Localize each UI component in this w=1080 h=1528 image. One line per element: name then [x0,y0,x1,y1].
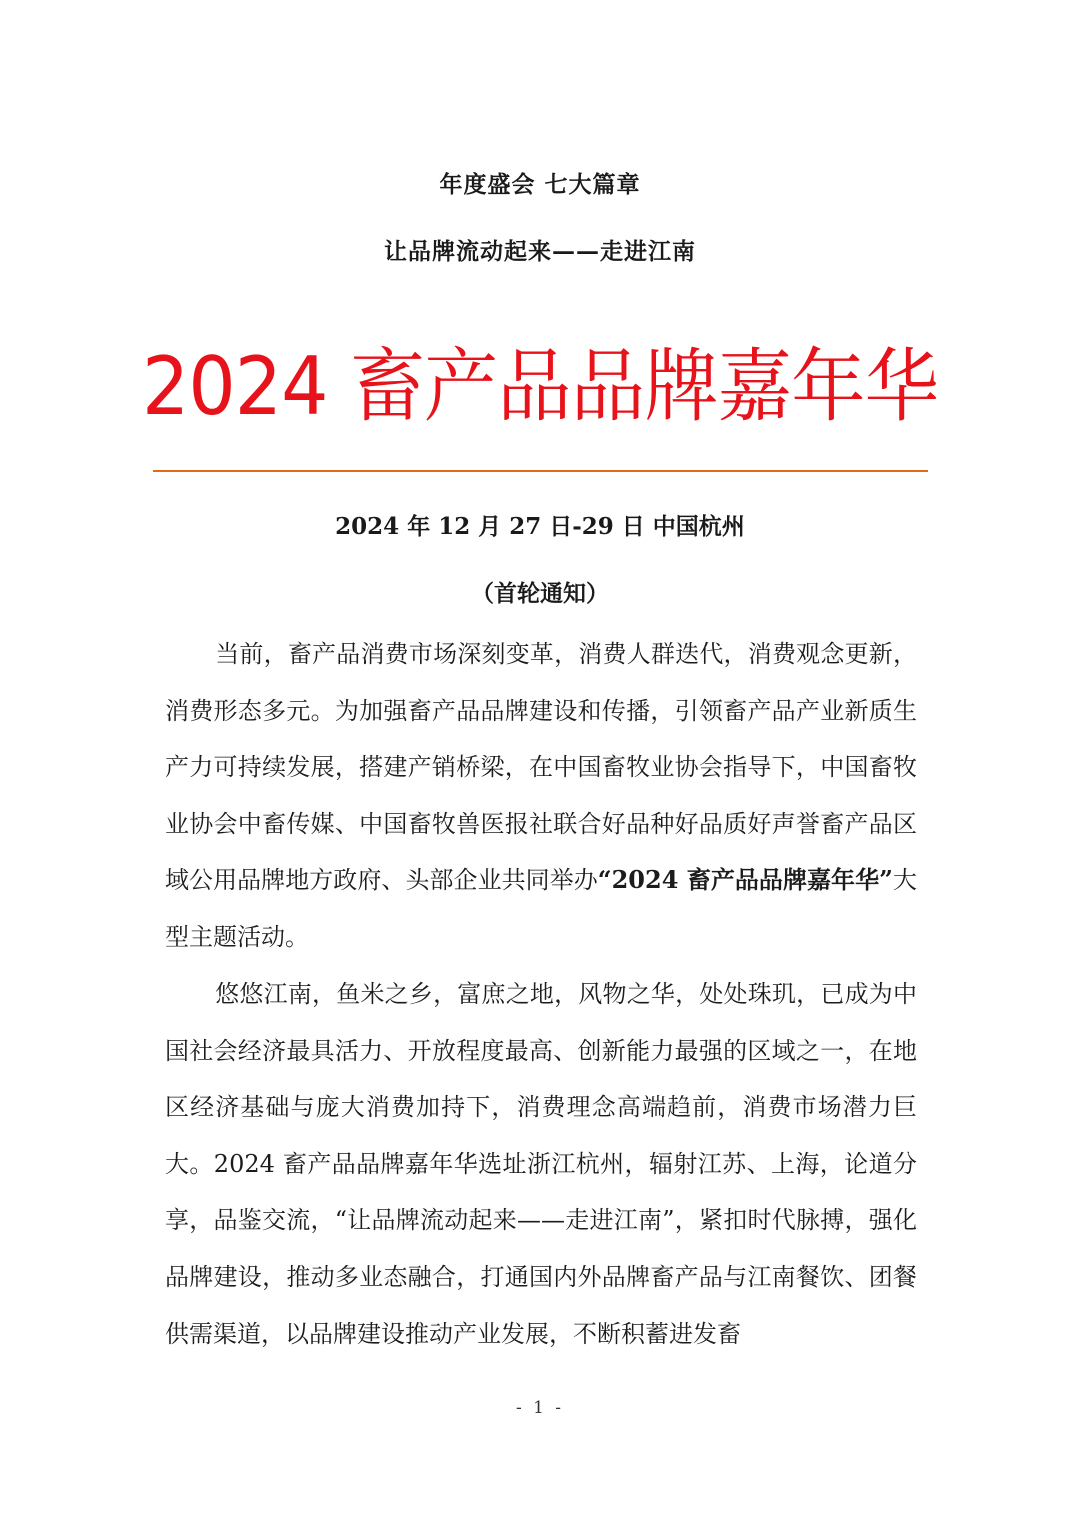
paragraph-1-text-after: 大型主题活动。 [165,866,918,951]
paragraph-2-text: 悠悠江南，鱼米之乡，富庶之地，风物之华，处处珠玑，已成为中国社会经济最具活力、开放程度最高、创新能力最强的区域之一，在地区经济基础与庞大消费加持下，消费理念高端趋前，消费市场潜力巨大。2024 畜产品品牌嘉年华选址浙江杭州，辐射江苏、上海，论道分享，品鉴交流，“让品牌流动起来——走进江南”，紧扣时代脉搏，强化品牌建设，推动多业态融合，打通国内外品牌畜产品与江南餐饮、团餐供需渠道，以品牌建设推动产业发展，不断积蓄进发畜 [165,980,917,1348]
title-divider [153,470,928,472]
main-title: 2024 畜产品品牌嘉年华 [141,340,939,433]
subtitle-theme: 让品牌流动起来——走进江南 [384,238,696,265]
paragraph-1 [165,626,917,966]
paragraph-1-text-before: 当前，畜产品消费市场深刻变革，消费人群迭代，消费观念更新，消费形态多元。为加强畜产品品牌建设和传播，引领畜产品产业新质生产力可持续发展，搭建产销桥梁，在中国畜牧业协会指导下，中国畜牧业协会中畜传媒、中国畜牧兽医报社联合好品种好品质好声誉畜产品区域公用品牌地方政府、头部企业共同举办 [165,640,917,895]
date-location: 2024 年 12 月 27 日-29 日 中国杭州 [335,513,745,540]
notice-label: （首轮通知） [471,580,609,607]
page-number: - 1 - [515,1398,565,1418]
subtitle-annual-event: 年度盛会 七大篇章 [439,171,641,198]
paragraph-2 [165,966,917,1362]
paragraph-1-event-name: “2024 畜产品品牌嘉年华” [597,865,893,895]
